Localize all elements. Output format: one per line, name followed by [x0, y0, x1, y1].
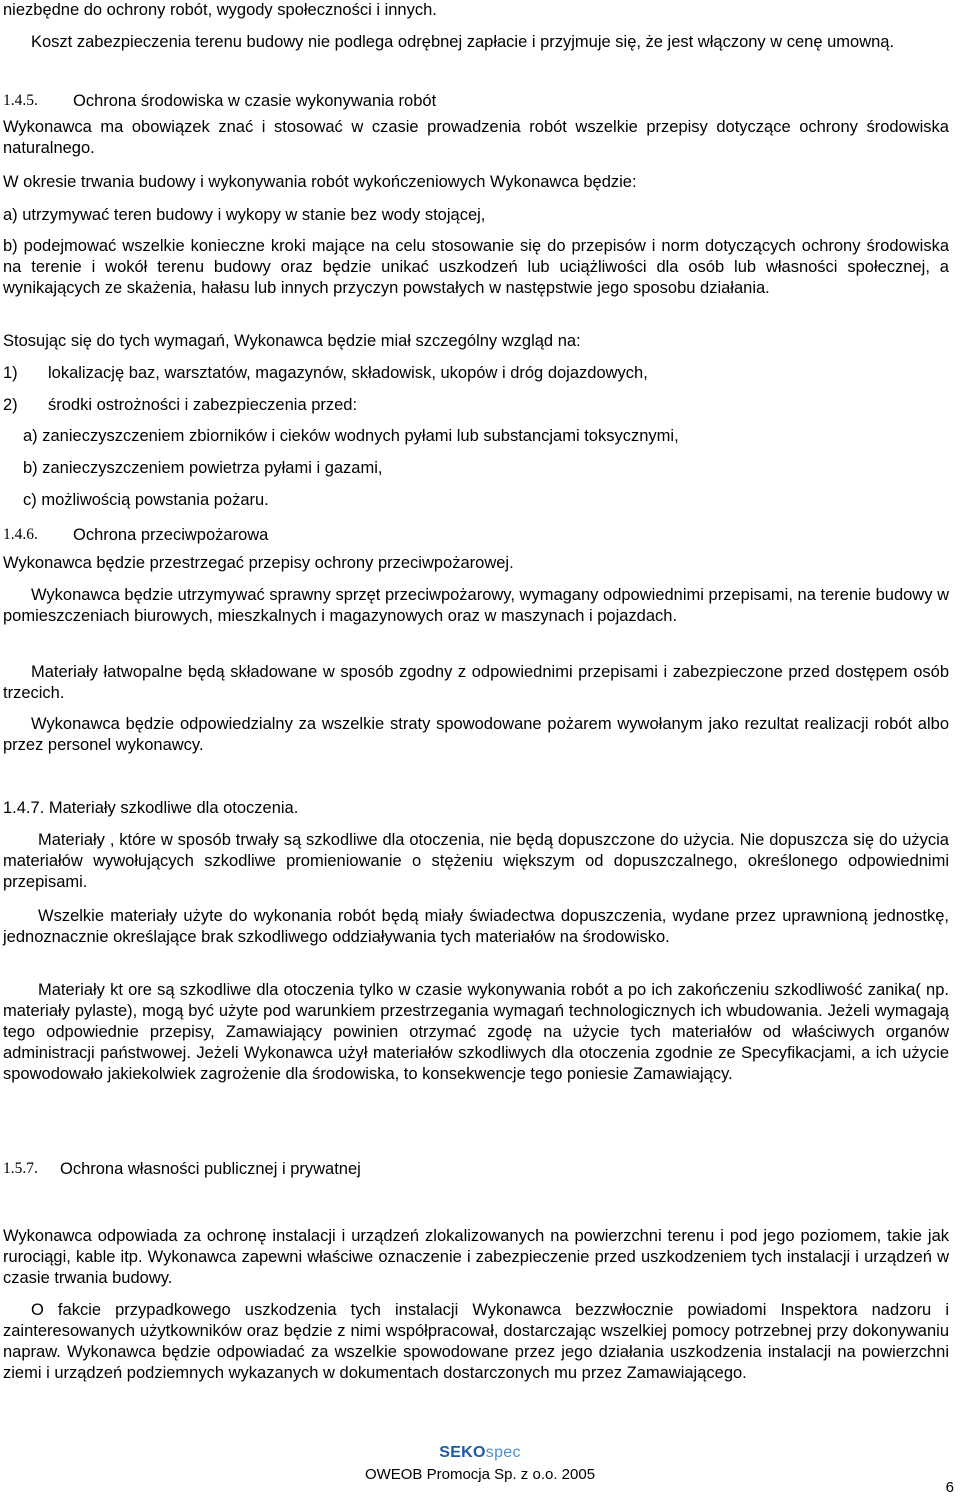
paragraph: Wykonawca odpowiada za ochronę instalacji i urządzeń zlokalizowanych na powierzchni terenu i pod jego poziomem, takie jak rurociągi, kable itp. Wykonawca zapewni właściwe oznaczenie i zabezpieczenie przed uszkodzeniem tych instalacji i urządzeń w czasie trwania budowy. — [3, 1227, 949, 1287]
paragraph: Wykonawca będzie przestrzegać przepisy ochrony przeciwpożarowej. — [3, 554, 514, 572]
paragraph: Wykonawca będzie odpowiedzialny za wszelkie straty spowodowane pożarem wywołanym jako rezultat realizacji robót albo przez personel wykonawcy. — [3, 715, 949, 754]
paragraph: b) podejmować wszelkie konieczne kroki mające na celu stosowanie się do przepisów i norm dotyczących ochrony środowiska na terenie i wokół terenu budowy oraz będzie unikać uszkodzeń lub uciążliwości dla osób lub własności społecznej, a wynikających ze skażenia, hałasu lub innych przyczyn powstałych w następstwie jego sposobu działania. — [3, 237, 949, 297]
paragraph: Wykonawca ma obowiązek znać i stosować w czasie prowadzenia robót wszelkie przepisy dotyczące ochrony środowiska naturalnego. — [3, 118, 949, 157]
paragraph: O fakcie przypadkowego uszkodzenia tych instalacji Wykonawca bezzwłocznie powiadomi Inspektora nadzoru i zainteresowanych użytkowników oraz będzie z nimi współpracował, dostarczając wszelkiej pomocy potrzebnej przy dokonywaniu napraw. Wykonawca będzie odpowiadać za wszelkie spowodowane przez jego działania uszkodzenia instalacji na powierzchni ziemi i urządzeń podziemnych wykazanych w dokumentach dostarczonych mu przez Zamawiającego. — [3, 1301, 949, 1382]
paragraph: Wykonawca będzie utrzymywać sprawny sprzęt przeciwpożarowy, wymagany odpowiednimi przepisami, na terenie budowy w pomieszczeniach biurowych, mieszkalnych i magazynowych oraz w maszynach i pojazdach. — [3, 586, 949, 625]
logo-part-1: SEKO — [439, 1444, 486, 1461]
list-subitem: a) zanieczyszczeniem zbiorników i cieków wodnych pyłami lub substancjami toksycznymi, — [23, 427, 679, 445]
section-heading-1-5-7 — [3, 1160, 361, 1179]
section-title: Ochrona przeciwpożarowa — [73, 526, 269, 544]
paragraph: Stosując się do tych wymagań, Wykonawca będzie miał szczególny wzgląd na: — [3, 332, 581, 350]
paragraph: Wszelkie materiały użyte do wykonania robót będą miały świadectwa dopuszczenia, wydane przez uprawnioną jednostkę, jednoznacznie określające brak szkodliwego oddziaływania tych materiałów na środowisko. — [3, 907, 949, 946]
section-heading-1-4-6 — [3, 526, 268, 545]
logo-part-2: spec — [485, 1444, 521, 1461]
sekospec-logo — [0, 1444, 960, 1462]
list-text: lokalizację baz, warsztatów, magazynów, składowisk, ukopów i dróg dojazdowych, — [48, 364, 648, 382]
paragraph: Materiały łatwopalne będą składowane w sposób zgodny z odpowiednimi przepisami i zabezpieczone przed dostępem osób trzecich. — [3, 663, 949, 702]
paragraph: Materiały , które w sposób trwały są szkodliwe dla otoczenia, nie będą dopuszczone do użycia. Nie dopuszcza się do użycia materiałów wywołujących szkodliwe promieniowanie o stężeniu większym od dopuszczalnego, określonego odpowiednimi przepisami. — [3, 831, 949, 891]
paragraph: niezbędne do ochrony robót, wygody społeczności i innych. — [3, 1, 437, 19]
list-subitem: c) możliwością powstania pożaru. — [23, 491, 269, 509]
page-number: 6 — [945, 1479, 954, 1496]
section-heading-1-4-7: 1.4.7. Materiały szkodliwe dla otoczenia. — [3, 799, 299, 817]
section-number: 1.5.7. — [3, 1160, 38, 1177]
paragraph: a) utrzymywać teren budowy i wykopy w stanie bez wody stojącej, — [3, 206, 486, 224]
section-title: Ochrona środowiska w czasie wykonywania robót — [73, 92, 437, 110]
list-text: środki ostrożności i zabezpieczenia przed: — [48, 396, 358, 414]
paragraph: W okresie trwania budowy i wykonywania robót wykończeniowych Wykonawca będzie: — [3, 173, 637, 191]
list-item — [3, 396, 357, 415]
list-subitem: b) zanieczyszczeniem powietrza pyłami i gazami, — [23, 459, 383, 477]
paragraph: Materiały kt ore są szkodliwe dla otoczenia tylko w czasie wykonywania robót a po ich zakończeniu szkodliwość zanika( np. materiały pylaste), mogą być użyte pod warunkiem przestrzegania wymagań technologicznych ich wbudowania. Jeżeli wymagają tego odpowiednie przepisy, Zamawiający powinien otrzymać zgodę na użycie tych materiałów od właściwych organów administracji państwowej. Jeżeli Wykonawca użył materiałów szkodliwych dla otoczenia zgodnie ze Specyfikacjami, a ich użycie spowodowało jakiekolwiek zagrożenie dla środowiska, to konsekwencje tego poniesie Zamawiający. — [3, 981, 949, 1083]
section-number: 1.4.5. — [3, 92, 38, 109]
list-number: 2) — [3, 396, 18, 414]
list-item — [3, 364, 648, 383]
section-title: Ochrona własności publicznej i prywatnej — [60, 1160, 361, 1178]
paragraph: Koszt zabezpieczenia terenu budowy nie podlega odrębnej zapłacie i przyjmuje się, że jest włączony w cenę umowną. — [31, 33, 895, 51]
section-heading-1-4-5 — [3, 92, 436, 111]
footer-company: OWEOB Promocja Sp. z o.o. 2005 — [364, 1466, 596, 1483]
section-number: 1.4.6. — [3, 526, 38, 543]
list-number: 1) — [3, 364, 18, 382]
